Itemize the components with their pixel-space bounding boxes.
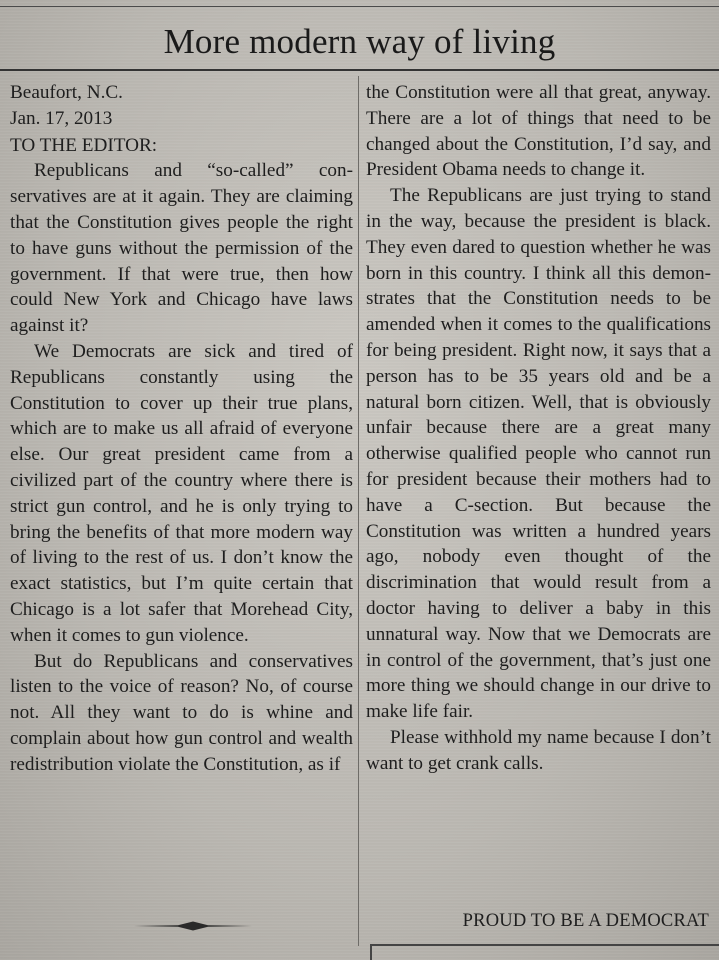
letter-paragraph: But do Republicans and conservatives listen to the voice of reason? No, of course not. All they want to do is whine and complain about how gun control and wealth redistribution violate the Constitution, as if: [10, 650, 353, 775]
letter-paragraph: Please withhold my name because I don’t want to get crank calls.: [366, 726, 711, 774]
top-rule: [0, 6, 719, 7]
dateline: [10, 80, 353, 132]
dateline-place: Beaufort, N.C.: [10, 82, 123, 103]
next-article-border: [370, 944, 719, 960]
dateline-date: Jan. 17, 2013: [10, 107, 113, 129]
right-column: [366, 80, 711, 777]
letter-paragraph: The Republicans are just trying to stand in the way, because the president is black. They even dared to question whether he was born in this country. I think all this demonstrates that the Constitution needs to be amended when it comes to the qualifications for being president. Right now, it says that a person has to be 35 years old and be a natural born citizen. Well, that is obviously unfair because there are a great many otherwise qualified people who cannot run for president because their mothers had to have a C-section. But because the Constitution was written a hundred years ago, nobody even thought of the discrimination that would result from a doctor having to deliver a baby in this unnatural way. Now that we Democrats are in control of the government, that’s just one more thing we should change in our drive to make life fair.: [366, 185, 711, 723]
headline-rule: [0, 69, 719, 71]
letter-paragraph: We Democrats are sick and tired of Republicans constantly using the Constitution to cover up their true plans, which are to make us all afraid of everyone else. Our great president came from a civilized part of the country where there is strict gun control, and he is only trying to bring the benefits of that more modern way of living to the rest of us. I don’t know the exact statistics, but I’m quite certain that Chicago is a lot safer that Morehead City, when it comes to gun violence.: [10, 340, 353, 646]
salutation: TO THE EDITOR:: [10, 134, 158, 156]
left-column: [10, 80, 353, 778]
letter-paragraph: Republicans and “so-called” conservatives are at it again. They are claiming that the Constitution gives people the right to have guns without the permission of the government. If that were true, then how could New York and Chicago have laws against it?: [10, 160, 353, 337]
letter-paragraph-continued: the Constitution were all that great, anyway. There are a lot of things that need to be changed about the Constitution, I’d say, and President Obama needs to change it.: [366, 82, 711, 181]
column-divider: [358, 76, 359, 946]
headline: More modern way of living: [163, 22, 556, 61]
dash-ornament-icon: [134, 918, 252, 934]
signature: PROUD TO BE A DEMOCRAT: [462, 911, 709, 931]
